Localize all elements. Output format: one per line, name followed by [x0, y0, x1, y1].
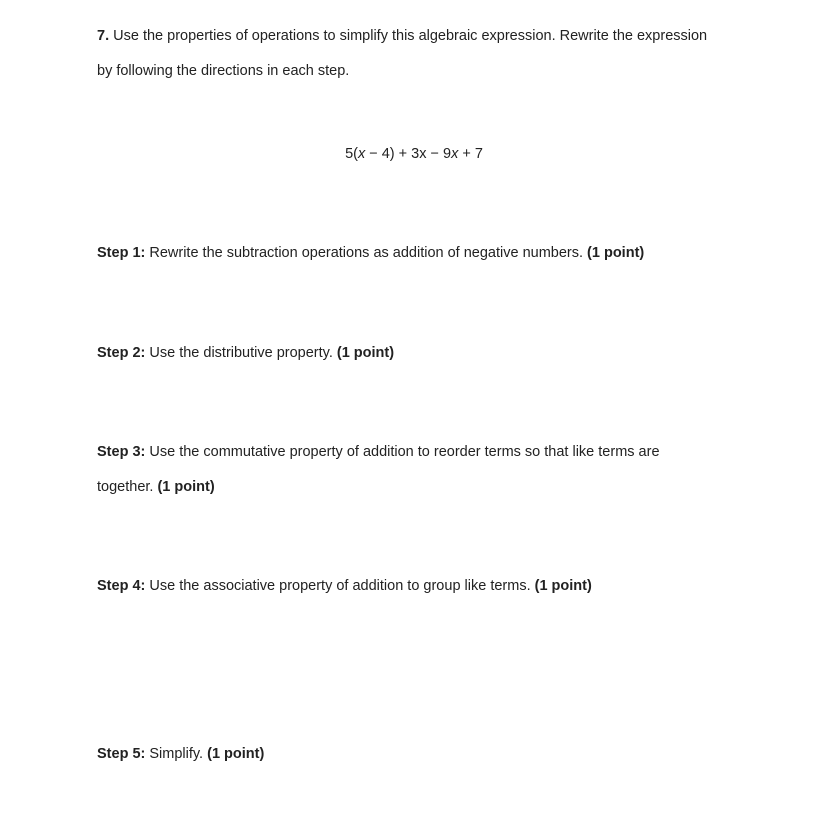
- step-label: Step 4:: [97, 578, 146, 594]
- step-points: (1 point): [336, 345, 395, 361]
- step-text: Use the commutative property of addition to reorder terms so that like terms are: [149, 444, 660, 460]
- expression-part-3: + 7: [458, 146, 483, 162]
- step-text: Simplify.: [149, 746, 204, 762]
- question-line-2: [97, 61, 349, 81]
- step-text: Rewrite the subtraction operations as addition of negative numbers.: [149, 245, 584, 261]
- step-points: (1 point): [534, 578, 592, 594]
- step-text-continued: together.: [97, 479, 154, 495]
- step-points: (1 point): [587, 245, 645, 261]
- step-4: [97, 576, 592, 596]
- step-2: [97, 343, 394, 363]
- question-number: 7.: [97, 28, 110, 44]
- step-text: Use the distributive property.: [149, 345, 333, 361]
- expression-variable-2: x: [451, 146, 459, 162]
- step-5: [97, 744, 264, 764]
- step-label: Step 2:: [97, 345, 146, 361]
- step-label: Step 5:: [97, 746, 146, 762]
- expression-part-2: − 4) + 3x − 9: [365, 146, 452, 162]
- question-text-line-2: by following the directions in each step.: [97, 63, 350, 79]
- step-1: [97, 243, 644, 263]
- step-3-continued: [97, 477, 215, 497]
- step-text: Use the associative property of addition to group like terms.: [149, 578, 531, 594]
- step-points: (1 point): [207, 746, 265, 762]
- expression-part-1: 5(: [345, 146, 358, 162]
- algebraic-expression: [0, 144, 828, 164]
- step-points: (1 point): [157, 479, 215, 495]
- step-label: Step 1:: [97, 245, 146, 261]
- expression-variable-1: x: [357, 146, 366, 162]
- step-label: Step 3:: [97, 444, 146, 460]
- question-line-1: [97, 26, 707, 46]
- question-text-line-1: Use the properties of operations to simplify this algebraic expression. Rewrite the expression: [113, 28, 708, 44]
- step-3: [97, 442, 660, 462]
